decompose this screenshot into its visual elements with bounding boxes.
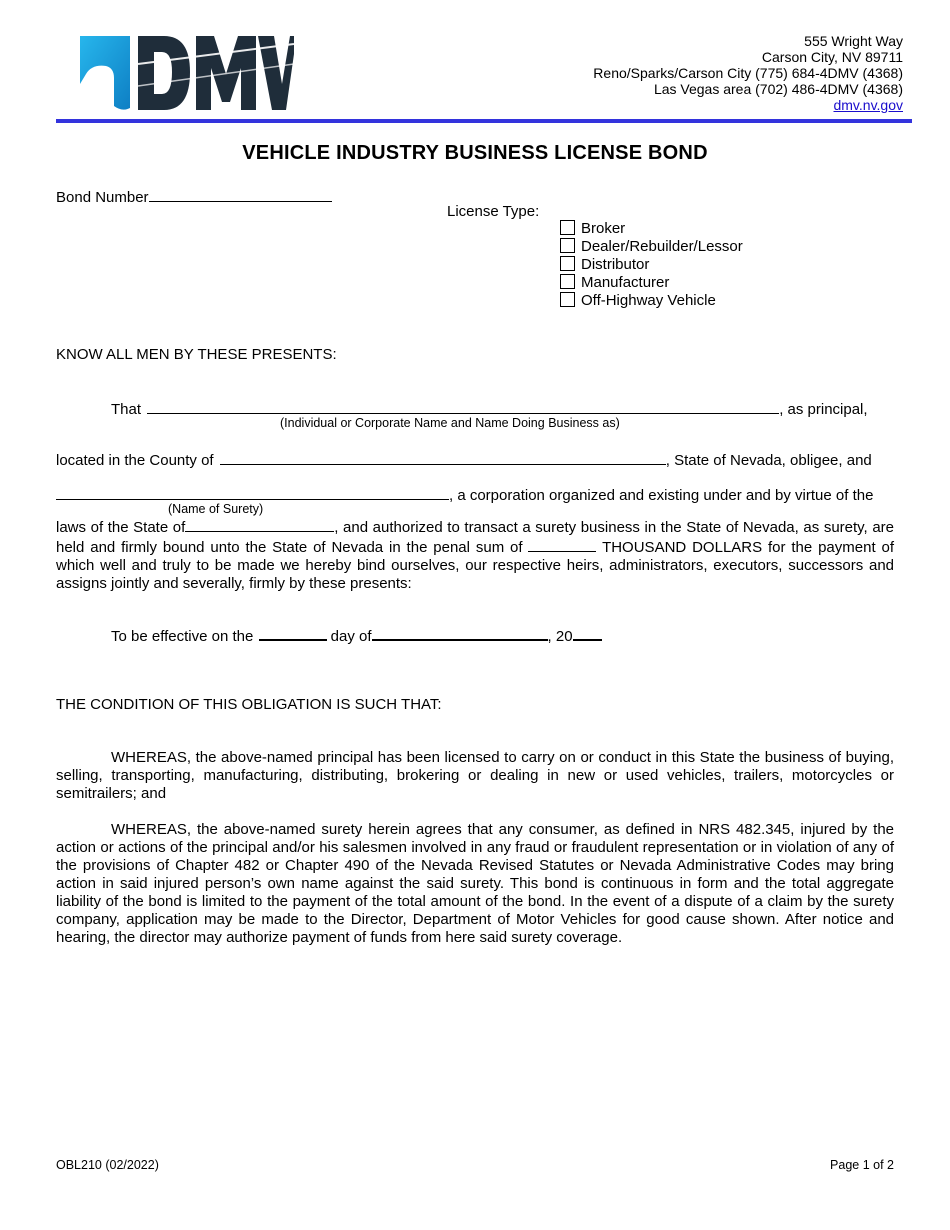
penal-sum-field[interactable] [528, 537, 596, 552]
as-principal-label: , as principal, [779, 401, 868, 418]
effective-row [111, 625, 602, 645]
website-link[interactable]: dmv.nv.gov [833, 97, 903, 113]
license-option-manufacturer[interactable]: Manufacturer [560, 274, 743, 292]
page-title: VEHICLE INDUSTRY BUSINESS LICENSE BOND [242, 142, 708, 164]
county-suffix: , State of Nevada, obligee, and [665, 452, 872, 469]
effective-year-field[interactable] [573, 625, 602, 641]
page-number: Page 1 of 2 [830, 1158, 894, 1172]
license-option-off-highway[interactable]: Off-Highway Vehicle [560, 292, 743, 310]
checkbox[interactable] [560, 292, 575, 307]
principal-name-field[interactable] [147, 399, 779, 414]
license-option-dealer[interactable]: Dealer/Rebuilder/Lessor [560, 238, 743, 256]
whereas-paragraph-1: WHEREAS, the above-named principal has been licensed to carry on or conduct in this State the business of buying, selling, transporting, manufacturing, distributing, brokering or dealing in new or used vehicles, trailers, motorcycles or semitrailers; and [56, 749, 894, 802]
dmv-logo [78, 34, 294, 112]
address-line: Reno/Sparks/Carson City (775) 684-4DMV (4368) [593, 65, 903, 81]
effective-day-field[interactable] [259, 625, 327, 641]
year-prefix-label: , 20 [547, 628, 573, 645]
county-row [56, 450, 872, 469]
surety-name-field[interactable] [56, 485, 449, 500]
laws-paragraph: laws of the State of , and authorized to transact a surety business in the State of Nevada, as surety, are held and firmly bound unto the State of Nevada in the penal sum of THOUSAND DOLLARS for the payment of which well and truly to be made we hereby bind ourselves, our respective heirs, administrators, executors, successors and assigns jointly and severally, firmly by these presents: [56, 519, 895, 592]
form-id: OBL210 (02/2022) [56, 1158, 159, 1172]
bond-number-label: Bond Number [56, 189, 149, 206]
checkbox[interactable] [560, 256, 575, 271]
checkbox[interactable] [560, 238, 575, 253]
that-label: That [111, 401, 142, 418]
license-option-broker[interactable]: Broker [560, 220, 743, 238]
checkbox[interactable] [560, 274, 575, 289]
principal-caption: (Individual or Corporate Name and Name Doing Business as) [280, 416, 620, 430]
checkbox[interactable] [560, 220, 575, 235]
bond-number-row [56, 185, 332, 206]
license-type-label: License Type: [447, 203, 540, 220]
know-all-heading: KNOW ALL MEN BY THESE PRESENTS: [56, 346, 337, 363]
county-label: located in the County of [56, 452, 214, 469]
effective-month-field[interactable] [372, 625, 548, 641]
bond-number-field[interactable] [149, 185, 332, 202]
surety-suffix: , a corporation organized and existing under and by virtue of the [449, 487, 874, 504]
license-option-distributor[interactable]: Distributor [560, 256, 743, 274]
condition-heading: THE CONDITION OF THIS OBLIGATION IS SUCH THAT: [56, 696, 442, 713]
agency-address [593, 33, 903, 113]
license-type-options [560, 220, 743, 310]
day-of-label: day of [330, 628, 372, 645]
address-line: 555 Wright Way [804, 33, 903, 49]
header-rule [56, 119, 912, 123]
county-field[interactable] [220, 450, 666, 465]
address-line: Las Vegas area (702) 486-4DMV (4368) [653, 81, 903, 97]
surety-caption: (Name of Surety) [168, 502, 264, 516]
state-of-field[interactable] [185, 517, 334, 532]
address-line: Carson City, NV 89711 [761, 49, 903, 65]
whereas-paragraph-2: WHEREAS, the above-named surety herein agrees that any consumer, as defined in NRS 482.345, injured by the action or actions of the principal and/or his salesmen involved in any fraud or fraudulent representation or in violation of any of the provisions of Chapter 482 or Chapter 490 of the Nevada Revised Statutes or Nevada Administrative Codes may bring action in said injured person’s own name against the said surety. This bond is continuous in form and the total aggregate liability of the bond is limited to the payment of the total amount of the bond. In the event of a dispute of a claim by the surety company, application may be made to the Director, Department of Motor Vehicles for good cause shown. After notice and hearing, the director may authorize payment of funds from here said surety coverage. [56, 821, 894, 946]
effective-label: To be effective on the [111, 628, 254, 645]
